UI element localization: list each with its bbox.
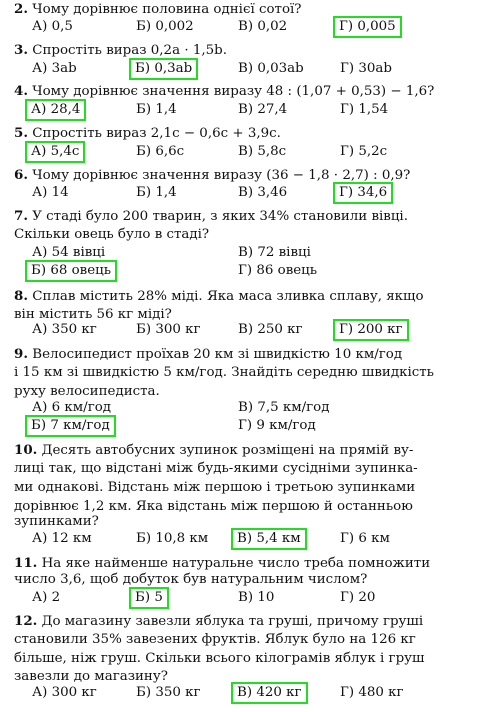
question-text-line <box>14 166 472 185</box>
question-text-line <box>14 631 472 649</box>
answer-option-highlighted[interactable]: А) 5,4c <box>25 141 85 163</box>
question-text: На яке найменше натуральне число треба помножити <box>41 556 431 571</box>
answer-option[interactable]: Г) 480 кг <box>340 685 404 700</box>
question-text: Спростіть вираз 2,1c − 0,6c + 3,9c. <box>32 126 281 141</box>
answer-option[interactable]: В) 0,02 <box>238 19 288 34</box>
question-text-line <box>14 41 472 60</box>
question-text: Сплав містить 28% міді. Яка маса зливка сплаву, якщо <box>32 289 424 304</box>
answer-option[interactable]: В) 7,5 км/год <box>238 400 330 415</box>
answer-option[interactable]: В) 250 кг <box>238 322 303 337</box>
question-text-line <box>14 207 472 226</box>
question-text-line <box>14 479 472 497</box>
answer-option[interactable]: А) 12 км <box>32 531 92 546</box>
question-text-line <box>14 650 472 668</box>
answer-option[interactable]: А) 2 <box>32 590 61 605</box>
question-text-line <box>14 345 472 364</box>
answer-option[interactable]: А) 54 вівці <box>32 245 106 260</box>
answer-option[interactable]: Г) 30ab <box>340 61 392 76</box>
question-text: зупинками? <box>14 514 99 529</box>
question-text: завезли до магазину? <box>14 669 168 684</box>
answer-option[interactable]: В) 10 <box>238 590 275 605</box>
answer-option[interactable]: Б) 1,4 <box>136 185 177 200</box>
answer-option[interactable]: В) 0,03ab <box>238 61 304 76</box>
question-text-line <box>14 364 472 382</box>
question-number: 12. <box>14 613 38 629</box>
answer-option[interactable]: Б) 10,8 км <box>136 531 209 546</box>
answer-option-highlighted[interactable]: В) 420 кг <box>231 682 308 704</box>
question-number: 4. <box>14 83 28 99</box>
answer-option-highlighted[interactable]: В) 5,4 км <box>231 528 307 550</box>
answer-option[interactable]: А) 350 кг <box>32 322 97 337</box>
question-number: 8. <box>14 288 28 304</box>
answer-option-highlighted[interactable]: Г) 0,005 <box>333 16 402 38</box>
answer-option[interactable]: А) 0,5 <box>32 19 73 34</box>
answer-option[interactable]: В) 72 вівці <box>238 245 311 260</box>
question-text: Чому дорівнює половина однієї сотої? <box>32 2 302 17</box>
question-text-line <box>14 441 472 460</box>
question-text: ми однакові. Відстань між першою і третьою зупинками <box>14 480 416 495</box>
answer-option[interactable]: Г) 1,54 <box>340 102 389 117</box>
question-text: У стаді було 200 тварин, з яких 34% становили вівці. <box>32 209 408 224</box>
answer-option[interactable]: Б) 350 кг <box>136 685 201 700</box>
question-number: 7. <box>14 208 28 224</box>
question-text: становили 35% завезених фруктів. Яблук було на 126 кг <box>14 632 416 647</box>
question-text-line <box>14 571 472 589</box>
answer-option[interactable]: В) 5,8c <box>238 144 287 159</box>
question-text: більше, ніж груш. Скільки всього кілограмів яблук і груш <box>14 651 425 666</box>
question-text: Велосипедист проїхав 20 км зі швидкістю 10 км/год <box>32 347 403 362</box>
question-text: Спростіть вираз 0,2a · 1,5b. <box>32 43 227 58</box>
question-text: лиці так, що відстані між будь-якими сусідніми зупинка- <box>14 461 418 476</box>
answer-option[interactable]: Г) 9 км/год <box>238 418 316 433</box>
question-text: Скільки овець було в стаді? <box>14 227 210 242</box>
question-number: 6. <box>14 167 28 183</box>
question-number: 10. <box>14 442 38 458</box>
question-text: руху велосипедиста. <box>14 384 160 399</box>
question-text: Десять автобусних зупинок розміщені на прямій ву- <box>41 443 414 458</box>
answer-option[interactable]: В) 27,4 <box>238 102 288 117</box>
question-text: він містить 56 кг міді? <box>14 307 172 322</box>
question-text: і 15 км зі швидкістю 5 км/год. Знайдіть середню швидкість <box>14 365 434 380</box>
answer-option[interactable]: Б) 1,4 <box>136 102 177 117</box>
question-text-line <box>14 287 472 306</box>
answer-option-highlighted[interactable]: Б) 0,3ab <box>129 58 198 80</box>
question-text: дорівнює 1,2 км. Яка відстань між першою й останньою <box>14 499 413 514</box>
question-text: До магазину завезли яблука та груші, причому груші <box>41 614 424 629</box>
question-text-line <box>14 0 472 19</box>
question-number: 11. <box>14 555 38 571</box>
question-text-line <box>14 226 472 244</box>
answer-option-highlighted[interactable]: Б) 68 овець <box>25 260 117 282</box>
answer-option[interactable]: Г) 6 км <box>340 531 390 546</box>
answer-option[interactable]: А) 6 км/год <box>32 400 112 415</box>
answer-option-highlighted[interactable]: А) 28,4 <box>25 99 86 121</box>
question-number: 5. <box>14 125 28 141</box>
answer-option[interactable]: Г) 86 овець <box>238 263 318 278</box>
question-number: 2. <box>14 1 28 17</box>
question-text-line <box>14 460 472 478</box>
answer-option[interactable]: Б) 300 кг <box>136 322 201 337</box>
answer-option[interactable]: Г) 5,2c <box>340 144 388 159</box>
question-text: Чому дорівнює значення виразу (36 − 1,8 · 2,7) : 0,9? <box>32 168 411 183</box>
question-number: 3. <box>14 42 28 58</box>
answer-option[interactable]: А) 300 кг <box>32 685 97 700</box>
answer-option-highlighted[interactable]: Г) 200 кг <box>333 319 409 341</box>
answer-option-highlighted[interactable]: Г) 34,6 <box>333 182 393 204</box>
answer-option[interactable]: Б) 6,6c <box>136 144 185 159</box>
answer-option[interactable]: В) 3,46 <box>238 185 288 200</box>
answer-option[interactable]: А) 14 <box>32 185 69 200</box>
question-number: 9. <box>14 346 28 362</box>
question-text-line <box>14 612 472 631</box>
answer-option-highlighted[interactable]: Б) 5 <box>129 587 169 609</box>
answer-option-highlighted[interactable]: Б) 7 км/год <box>25 415 116 437</box>
answer-option[interactable]: Б) 0,002 <box>136 19 194 34</box>
answer-option[interactable]: Г) 20 <box>340 590 376 605</box>
question-text: Чому дорівнює значення виразу 48 : (1,07 + 0,53) − 1,6? <box>32 84 435 99</box>
answer-option[interactable]: А) 3ab <box>32 61 77 76</box>
question-text: число 3,6, щоб добуток був натуральним числом? <box>14 572 368 587</box>
